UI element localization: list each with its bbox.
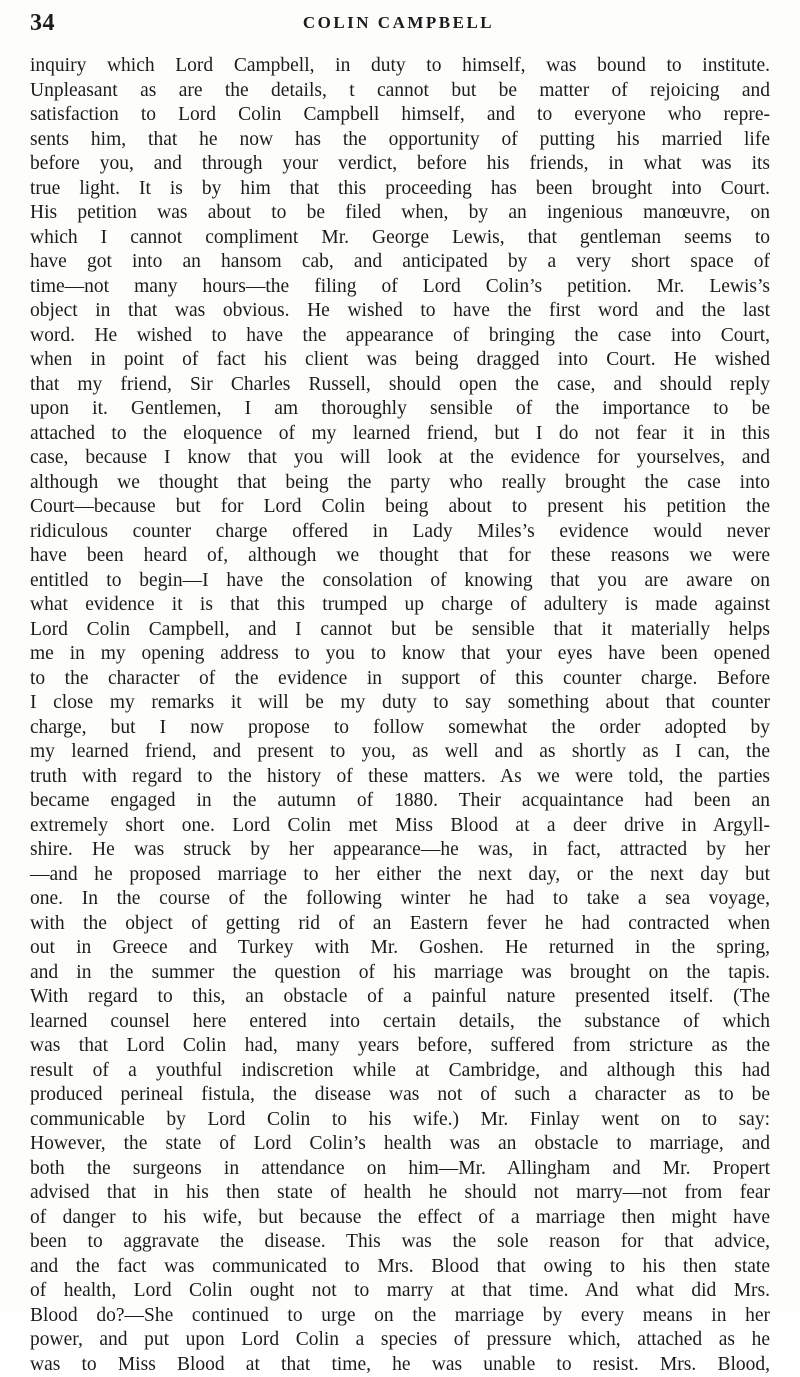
text-line: Court—because but for Lord Colin being about to present his petition the (30, 495, 770, 520)
text-line: object in that was obvious. He wished to have the first word and the last (30, 299, 770, 324)
text-line: charge, but I now propose to follow somewhat the order adopted by (30, 716, 770, 741)
text-line: with the object of getting rid of an Eastern fever he had contracted when (30, 912, 770, 937)
text-line: satisfaction to Lord Colin Campbell himself, and to everyone who repre- (30, 103, 770, 128)
text-line: However, the state of Lord Colin’s health was an obstacle to marriage, and (30, 1132, 770, 1157)
text-line: —and he proposed marriage to her either the next day, or the next day but (30, 863, 770, 888)
text-line: and in the summer the question of his marriage was brought on the tapis. (30, 961, 770, 986)
text-line: been to aggravate the disease. This was the sole reason for that advice, (30, 1230, 770, 1255)
text-line: Unpleasant as are the details, t cannot but be matter of rejoicing and (30, 79, 770, 104)
text-line: result of a youthful indiscretion while at Cambridge, and although this had (30, 1059, 770, 1084)
text-line: word. He wished to have the appearance of bringing the case into Court, (30, 324, 770, 349)
text-line: have been heard of, although we thought that for these reasons we were (30, 544, 770, 569)
text-line: both the surgeons in attendance on him—Mr. Allingham and Mr. Propert (30, 1157, 770, 1182)
text-line: ridiculous counter charge offered in Lady Miles’s evidence would never (30, 520, 770, 545)
text-line: With regard to this, an obstacle of a painful nature presented itself. (The (30, 985, 770, 1010)
text-line: sents him, that he now has the opportunity of putting his married life (30, 128, 770, 153)
text-line: advised that in his then state of health he should not marry—not from fear (30, 1181, 770, 1206)
text-line: communicable by Lord Colin to his wife.) Mr. Finlay went on to say: (30, 1108, 770, 1133)
text-line: entitled to begin—I have the consolation of knowing that you are aware on (30, 569, 770, 594)
text-line: I close my remarks it will be my duty to say something about that counter (30, 691, 770, 716)
text-line: that my friend, Sir Charles Russell, should open the case, and should reply (30, 373, 770, 398)
text-line: have got into an hansom cab, and anticipated by a very short space of (30, 250, 770, 275)
text-line: Lord Colin Campbell, and I cannot but be sensible that it materially helps (30, 618, 770, 643)
text-line: became engaged in the autumn of 1880. Their acquaintance had been an (30, 789, 770, 814)
text-line: what evidence it is that this trumped up charge of adultery is made against (30, 593, 770, 618)
text-line: power, and put upon Lord Colin a species of pressure which, attached as he (30, 1328, 770, 1353)
text-line: extremely short one. Lord Colin met Miss Blood at a deer drive in Argyll- (30, 814, 770, 839)
text-line: produced perineal fistula, the disease was not of such a character as to be (30, 1083, 770, 1108)
text-line: and the fact was communicated to Mrs. Blood that owing to his then state (30, 1255, 770, 1280)
text-line: attached to the eloquence of my learned friend, but I do not fear it in this (30, 422, 770, 447)
running-title: COLIN CAMPBELL (30, 8, 767, 38)
text-line: true light. It is by him that this proceeding has been brought into Court. (30, 177, 770, 202)
text-line: my learned friend, and present to you, as well and as shortly as I can, the (30, 740, 770, 765)
text-line: Blood do?—She continued to urge on the marriage by every means in her (30, 1304, 770, 1329)
text-line: to the character of the evidence in support of this counter charge. Before (30, 667, 770, 692)
running-head (30, 8, 767, 38)
text-line: truth with regard to the history of these matters. As we were told, the parties (30, 765, 770, 790)
text-line: out in Greece and Turkey with Mr. Goshen. He returned in the spring, (30, 936, 770, 961)
text-line: which I cannot compliment Mr. George Lewis, that gentleman seems to (30, 226, 770, 251)
text-line: of health, Lord Colin ought not to marry at that time. And what did Mrs. (30, 1279, 770, 1304)
text-line: before you, and through your verdict, before his friends, in what was its (30, 152, 770, 177)
text-line: time—not many hours—the filing of Lord Colin’s petition. Mr. Lewis’s (30, 275, 770, 300)
text-line: was to Miss Blood at that time, he was unable to resist. Mrs. Blood, (30, 1353, 770, 1377)
text-line: me in my opening address to you to know that your eyes have been opened (30, 642, 770, 667)
text-line: of danger to his wife, but because the effect of a marriage then might have (30, 1206, 770, 1231)
text-line: case, because I know that you will look at the evidence for yourselves, and (30, 446, 770, 471)
text-line: upon it. Gentlemen, I am thoroughly sensible of the importance to be (30, 397, 770, 422)
text-line: was that Lord Colin had, many years before, suffered from stricture as the (30, 1034, 770, 1059)
text-line: inquiry which Lord Campbell, in duty to himself, was bound to institute. (30, 54, 770, 79)
text-line: His petition was about to be filed when, by an ingenious manœuvre, on (30, 201, 770, 226)
text-line: learned counsel here entered into certain details, the substance of which (30, 1010, 770, 1035)
body-text (30, 54, 770, 1377)
text-line: when in point of fact his client was being dragged into Court. He wished (30, 348, 770, 373)
text-line: although we thought that being the party who really brought the case into (30, 471, 770, 496)
text-line: shire. He was struck by her appearance—he was, in fact, attracted by her (30, 838, 770, 863)
text-line: one. In the course of the following winter he had to take a sea voyage, (30, 887, 770, 912)
page-number: 34 (30, 8, 55, 38)
